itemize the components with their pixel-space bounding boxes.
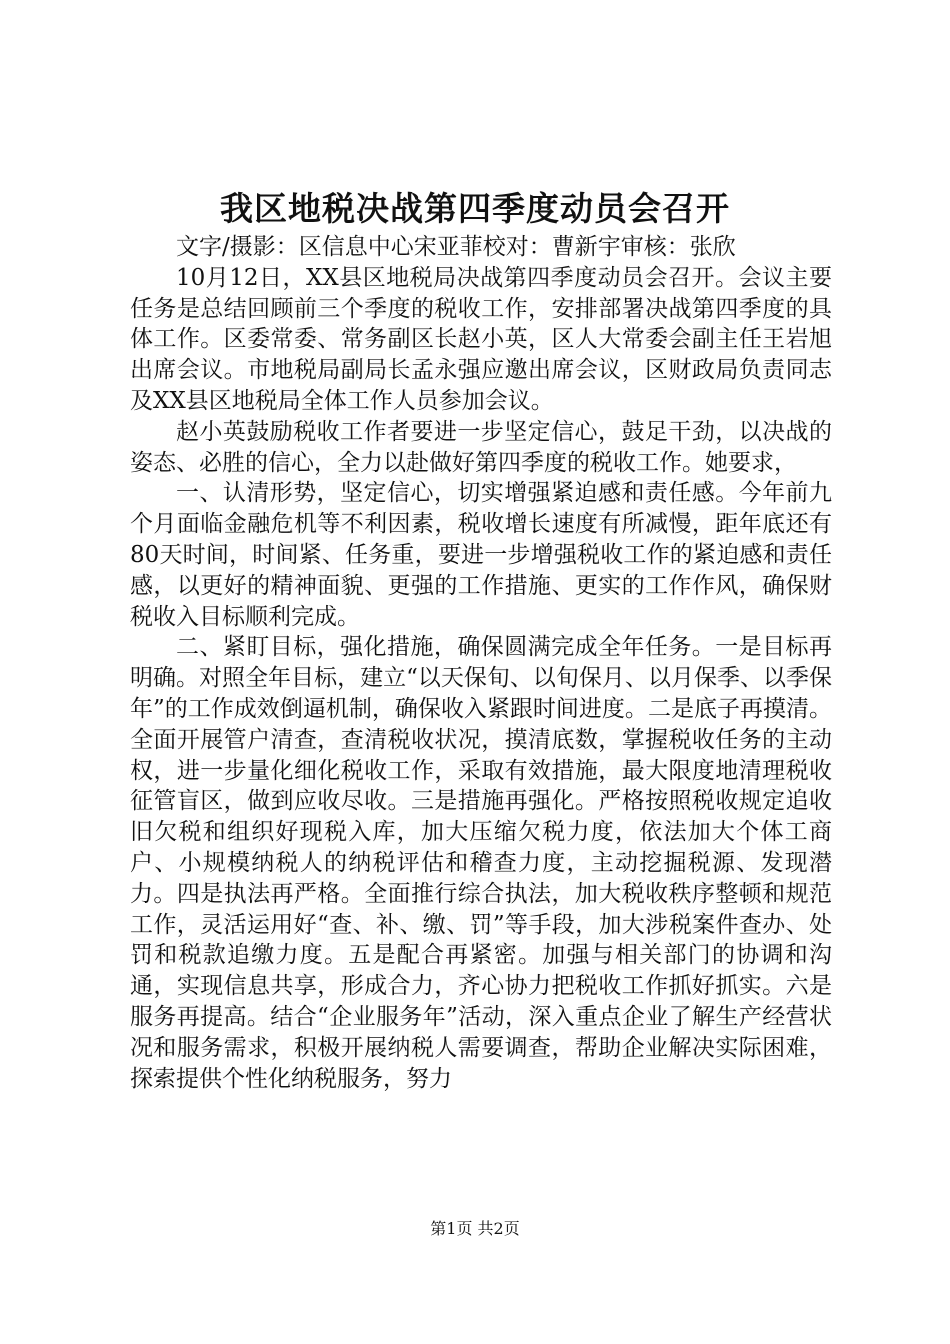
paragraph: 赵小英鼓励税收工作者要进一步坚定信心，鼓足干劲，以决战的姿态、必胜的信心，全力以赴做好第四季度的税收工作。她要求， — [130, 418, 832, 476]
paragraph: 一、认清形势，坚定信心，切实增强紧迫感和责任感。今年前九个月面临金融危机等不利因素，税收增长速度有所减慢，距年底还有80天时间，时间紧、任务重，要进一步增强税收工作的紧迫感和责任感，以更好的精神面貌、更强的工作措施、更实的工作作风，确保财税收入目标顺利完成。 — [130, 480, 832, 630]
paragraph: 10月12日，XX县区地税局决战第四季度动员会召开。会议主要任务是总结回顾前三个季度的税收工作，安排部署决战第四季度的具体工作。区委常委、常务副区长赵小英，区人大常委会副主任王岩旭出席会议。市地税局副局长孟永强应邀出席会议，区财政局负责同志及XX县区地税局全体工作人员参加会议。 — [130, 264, 832, 414]
paragraph: 二、紧盯目标，强化措施，确保圆满完成全年任务。一是目标再明确。对照全年目标，建立“以天保旬、以旬保月、以月保季、以季保年”的工作成效倒逼机制，确保收入紧跟时间进度。二是底子再摸清。全面开展管户清查，查清税收状况，摸清底数，掌握税收任务的主动权，进一步量化细化税收工作，采取有效措施，最大限度地清理税收征管盲区，做到应收尽收。三是措施再强化。严格按照税收规定追收旧欠税和组织好现税入库，加大压缩欠税力度，依法加大个体工商户、小规模纳税人的纳税评估和稽查力度，主动挖掘税源、发现潜力。四是执法再严格。全面推行综合执法，加大税收秩序整顿和规范工作，灵活运用好“查、补、缴、罚”等手段，加大涉税案件查办、处罚和税款追缴力度。五是配合再紧密。加强与相关部门的协调和沟通，实现信息共享，形成合力，齐心协力把税收工作抓好抓实。六是服务再提高。结合“企业服务年”活动，深入重点企业了解生产经营状况和服务需求，积极开展纳税人需要调查，帮助企业解决实际困难，探索提供个性化纳税服务，努力 — [130, 634, 832, 1092]
document-body — [130, 232, 832, 1094]
page-number-footer: 第1页 共2页 — [430, 1219, 520, 1238]
document-title: 我区地税决战第四季度动员会召开 — [220, 189, 730, 228]
byline: 文字/摄影：区信息中心宋亚菲校对：曹新宇审核：张欣 — [176, 234, 736, 260]
